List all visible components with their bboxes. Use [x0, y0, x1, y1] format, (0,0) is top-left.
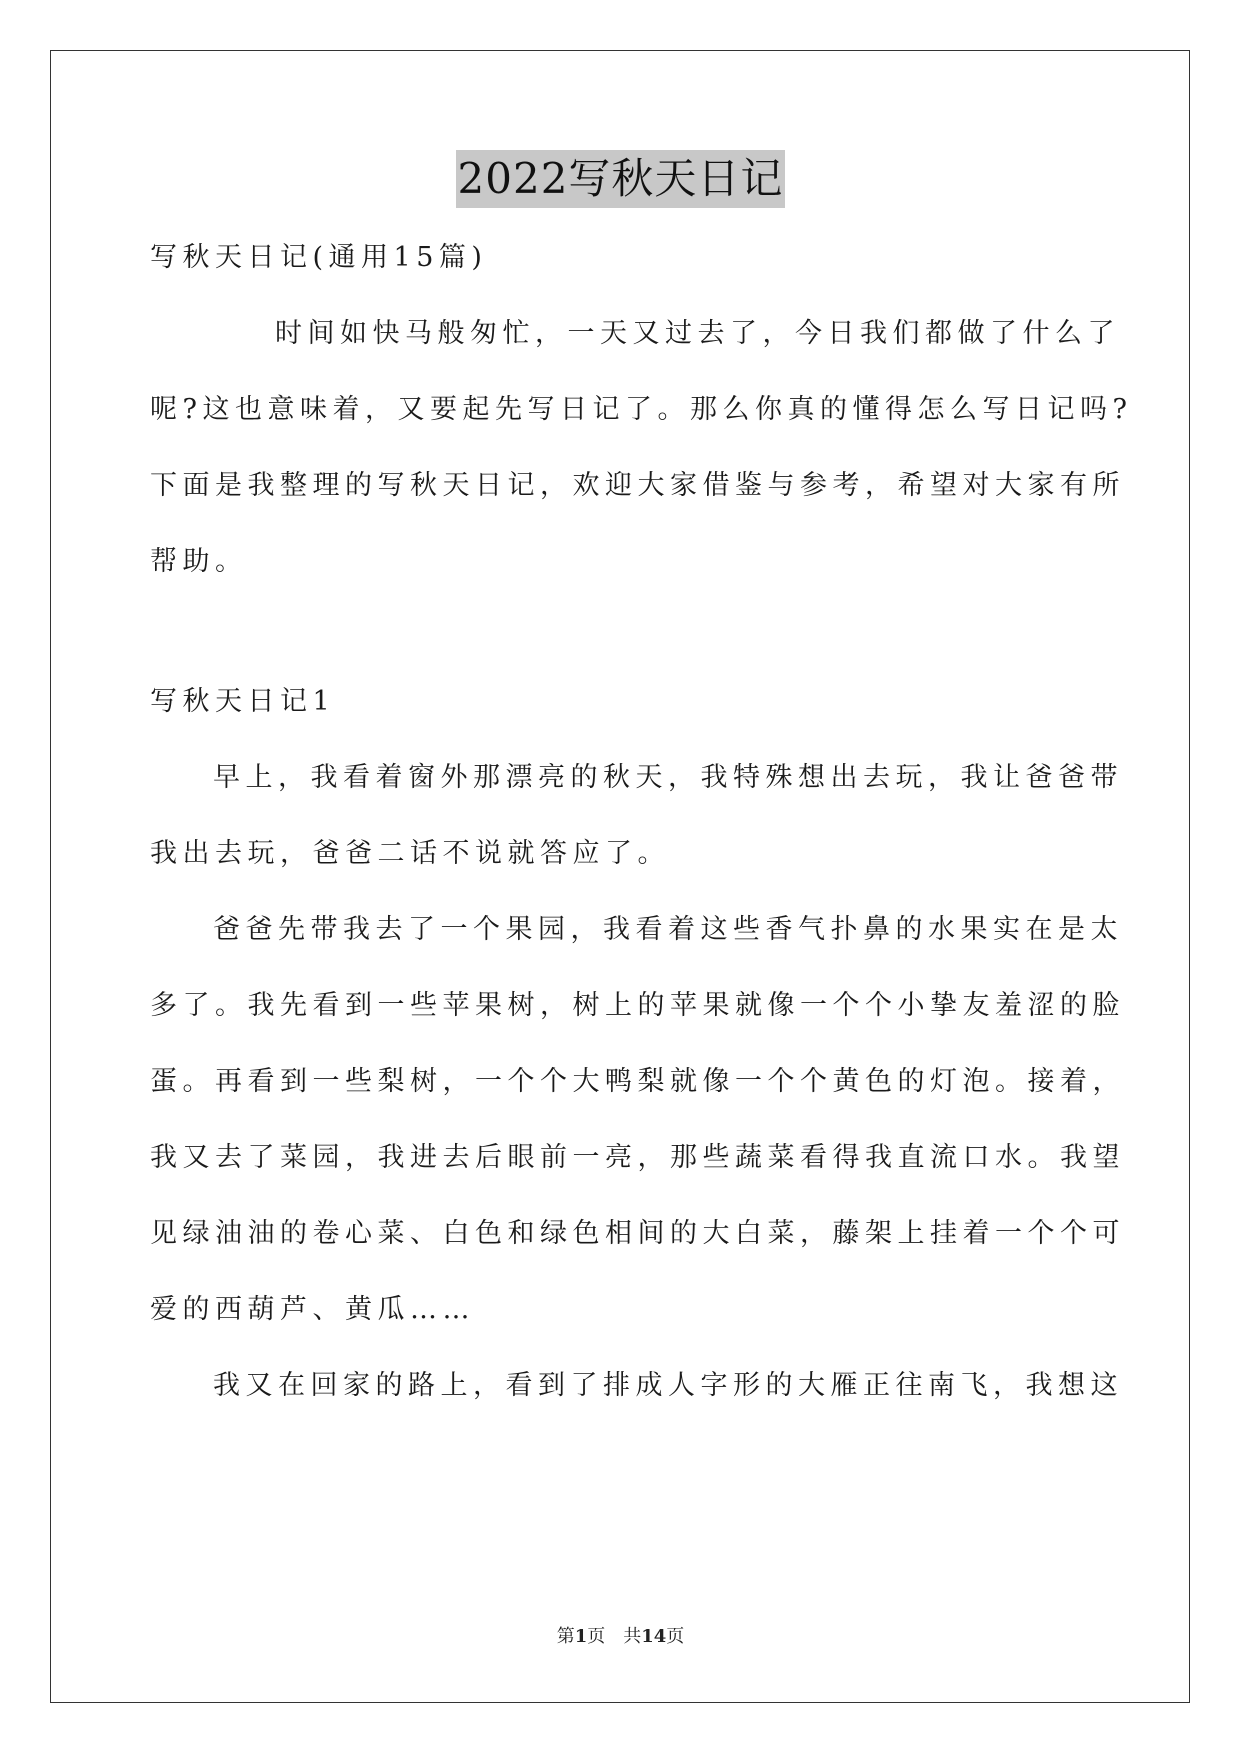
- section-heading: 写秋天日记1: [150, 686, 336, 717]
- paragraph-line: 我又去了菜园，我进去后眼前一亮，那些蔬菜看得我直流口水。我望: [150, 1142, 1125, 1173]
- title-container: [0, 150, 1241, 208]
- document-subtitle: 写秋天日记(通用15篇): [150, 242, 488, 273]
- footer-page-number: 1: [574, 1626, 588, 1647]
- paragraph-line: 见绿油油的卷心菜、白色和绿色相间的大白菜，藤架上挂着一个个可: [150, 1218, 1125, 1249]
- footer-total-pages: 14: [641, 1626, 667, 1647]
- footer-total-prefix: 共: [623, 1626, 642, 1647]
- footer-total-suffix: 页: [666, 1626, 685, 1647]
- paragraph-line: 我出去玩，爸爸二话不说就答应了。: [150, 838, 670, 869]
- paragraph-line: 爱的西葫芦、黄瓜……: [150, 1294, 475, 1325]
- document-title: 2022写秋天日记: [456, 150, 786, 208]
- intro-line: 时间如快马般匆忙，一天又过去了，今日我们都做了什么了: [275, 318, 1120, 349]
- paragraph-line: 蛋。再看到一些梨树，一个个大鸭梨就像一个个黄色的灯泡。接着，: [150, 1066, 1125, 1097]
- paragraph-line: 多了。我先看到一些苹果树，树上的苹果就像一个个小挚友羞涩的脸: [150, 990, 1125, 1021]
- page-border: [50, 50, 1190, 1703]
- intro-line: 呢?这也意味着，又要起先写日记了。那么你真的懂得怎么写日记吗?: [150, 394, 1133, 425]
- paragraph-line: 我又在回家的路上，看到了排成人字形的大雁正往南飞，我想这: [213, 1370, 1123, 1401]
- footer-page-prefix: 第: [556, 1626, 575, 1647]
- page-footer: [0, 1625, 1241, 1649]
- intro-line: 帮助。: [150, 546, 248, 577]
- intro-line: 下面是我整理的写秋天日记，欢迎大家借鉴与参考，希望对大家有所: [150, 470, 1125, 501]
- paragraph-line: 早上，我看着窗外那漂亮的秋天，我特殊想出去玩，我让爸爸带: [213, 762, 1123, 793]
- footer-page-suffix: 页: [587, 1626, 606, 1647]
- paragraph-line: 爸爸先带我去了一个果园，我看着这些香气扑鼻的水果实在是太: [213, 914, 1123, 945]
